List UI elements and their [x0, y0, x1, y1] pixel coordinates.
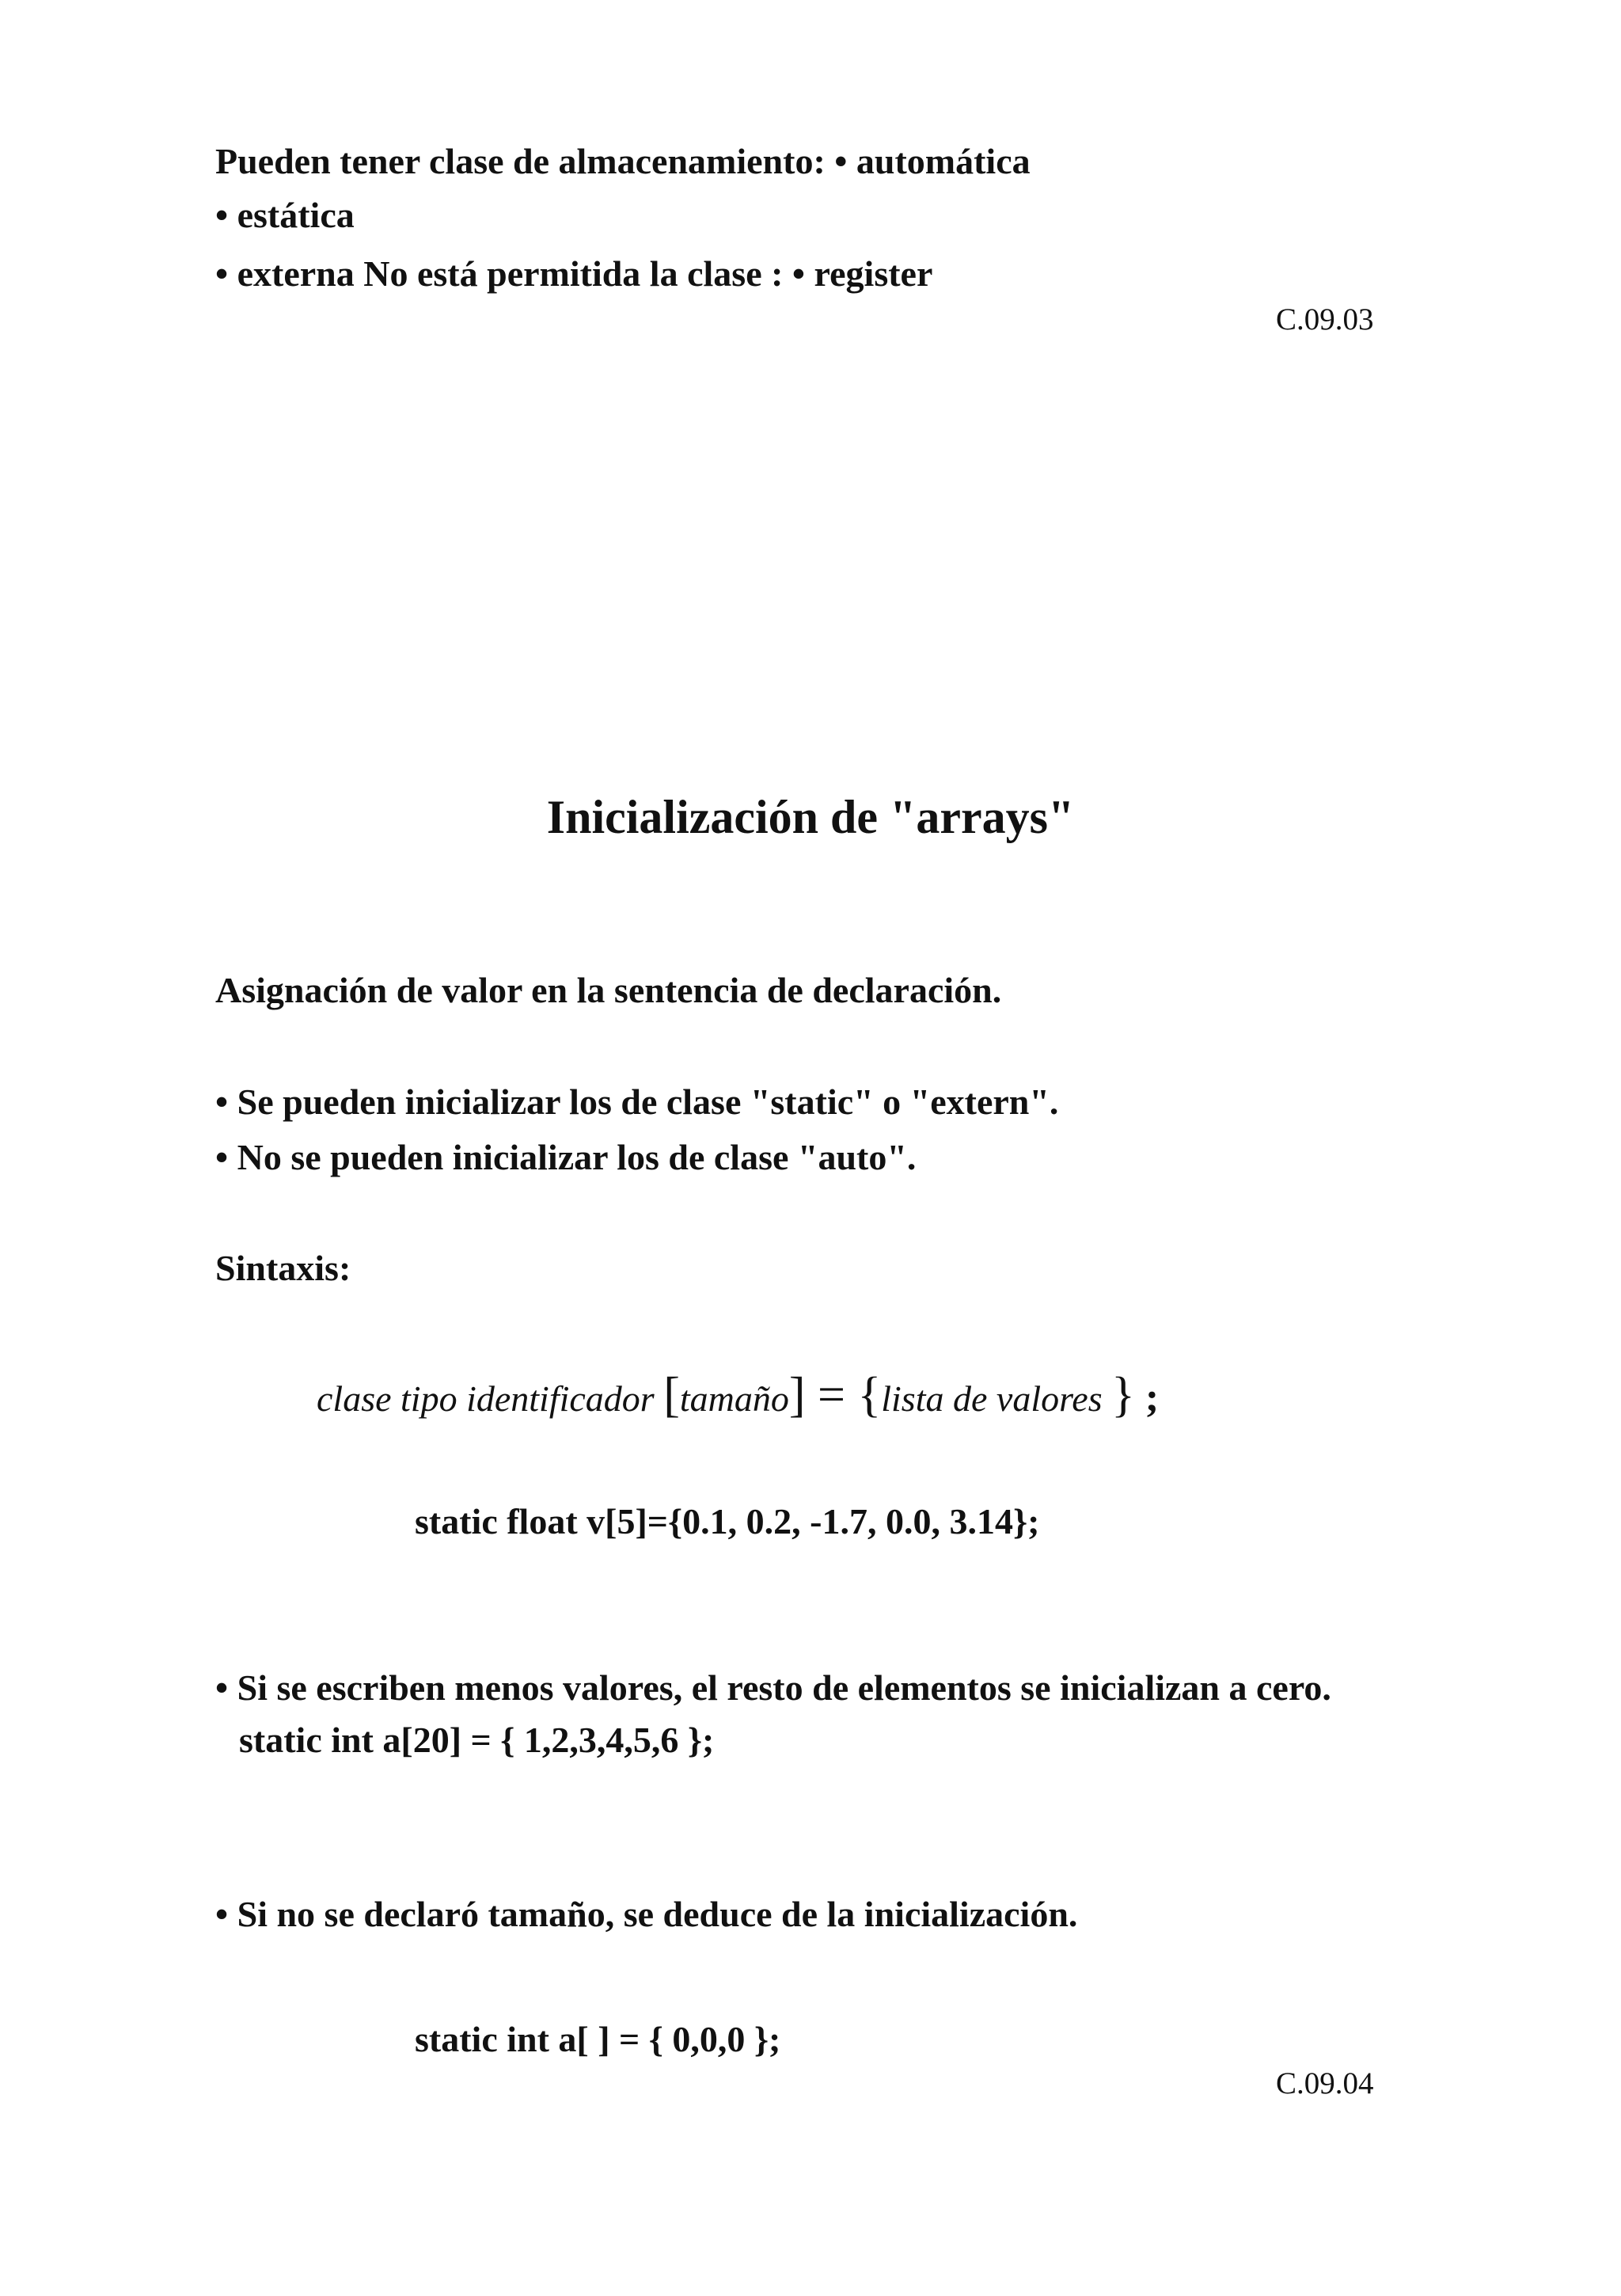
example-static-int-unsized: static int a[ ] = { 0,0,0 }; — [415, 2019, 781, 2059]
bullet-static-extern: • Se pueden inicializar los de clase "static" o "extern". — [215, 1081, 1059, 1122]
intro-text: Asignación de valor en la sentencia de declaración. — [215, 970, 1002, 1010]
syntax-open-bracket: [ — [663, 1368, 680, 1422]
example-static-int-20: static int a[20] = { 1,2,3,4,5,6 }; — [239, 1720, 715, 1760]
section-title: Inicialización de "arrays" — [546, 791, 1075, 843]
storage-class-static: • estática — [215, 195, 355, 235]
syntax-label: Sintaxis: — [215, 1248, 351, 1288]
bullet-no-size: • Si no se declaró tamaño, se deduce de la inicialización. — [215, 1894, 1078, 1934]
example-static-float: static float v[5]={0.1, 0.2, -1.7, 0.0, 3.14}; — [415, 1501, 1040, 1541]
storage-class-external: • externa No está permitida la clase : • register — [215, 253, 933, 294]
storage-classes-line: Pueden tener clase de almacenamiento: • automática — [215, 141, 1031, 181]
syntax-values: lista de valores — [881, 1378, 1112, 1419]
page-reference-1: C.09.03 — [1276, 302, 1374, 336]
syntax-semicolon: ; — [1134, 1375, 1160, 1420]
syntax-close-brace: } — [1111, 1368, 1135, 1422]
bullet-auto: • No se pueden inicializar los de clase "auto". — [215, 1137, 917, 1177]
syntax-definition — [317, 1370, 1159, 1424]
syntax-part-class-type-id: clase tipo identificador — [317, 1378, 664, 1419]
syntax-size: tamaño — [679, 1378, 789, 1419]
bullet-fewer-values: • Si se escriben menos valores, el resto de elementos se inicializan a cero. — [215, 1667, 1331, 1708]
syntax-close-eq-brace: ] = { — [788, 1368, 882, 1422]
page-reference-2: C.09.04 — [1276, 2066, 1374, 2100]
